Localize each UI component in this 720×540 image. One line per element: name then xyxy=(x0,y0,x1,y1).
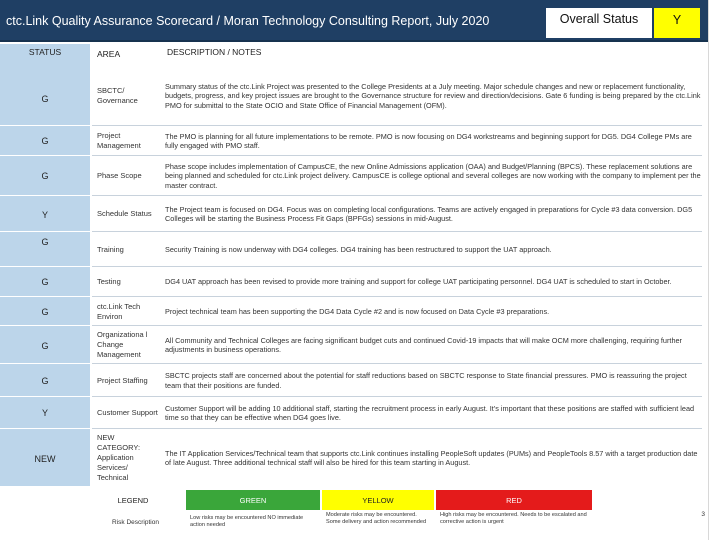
table-row xyxy=(0,126,708,156)
status-cell xyxy=(0,66,90,126)
legend-red: RED xyxy=(436,490,592,510)
legend-label: LEGEND xyxy=(117,495,149,505)
status-value: G xyxy=(41,94,49,104)
status-cell xyxy=(0,126,90,156)
status-value: Y xyxy=(41,210,48,220)
table-row xyxy=(0,196,708,232)
status-cell xyxy=(0,297,90,326)
table-row xyxy=(0,156,708,196)
description-column-header: DESCRIPTION / NOTES xyxy=(167,47,262,57)
area-cell: Training xyxy=(97,244,124,254)
area-cell: ctc.Link Tech Environ xyxy=(97,301,141,321)
legend-yellow: YELLOW xyxy=(322,490,434,510)
description-cell: DG4 UAT approach has been revised to provide more training and support for college UAT participating personnel. DG4 UAT is scheduled to start in October. xyxy=(165,277,672,287)
table-row xyxy=(0,429,708,487)
area-cell: Customer Support xyxy=(97,408,158,417)
description-cell: SBCTC projects staff are concerned about the potential for staff reductions based on SBCTC response to State financial pressures. PMO is reassuring the project team that their positions are funded. xyxy=(165,371,687,390)
table-row xyxy=(0,267,708,297)
area-cell: NEW CATEGORY: Application Services/ Technical xyxy=(97,433,141,482)
status-value: G xyxy=(41,277,49,287)
area-cell: Project Staffing xyxy=(97,375,148,385)
area-column-header: AREA xyxy=(97,49,121,59)
table-row xyxy=(0,297,708,326)
description-cell: The Project team is focused on DG4. Focus was on completing local configurations. Teams are actively engaged in preparations for Cycle #3 data conversion. DG5 Colleges will be starting the Business Process Fit Gaps (BPFGs) sessions in mid-August. xyxy=(165,204,693,223)
description-cell: The PMO is planning for all future implementations to be remote. PMO is now focusing on DG4 workstreams and beginning support for DG5. DG4 College PMs are fully engaged with PMO staff. xyxy=(165,131,692,150)
status-cell xyxy=(0,232,90,267)
status-cell xyxy=(0,196,90,232)
status-value: G xyxy=(41,136,49,146)
overall-status-label: Overall Status xyxy=(546,8,652,38)
description-cell: Project technical team has been supporting the DG4 Data Cycle #2 and is now focused on Data Cycle #3 preparations. xyxy=(165,306,550,316)
legend-green: GREEN xyxy=(186,490,320,510)
status-cell xyxy=(0,429,90,487)
status-cell xyxy=(0,326,90,364)
area-cell: Phase Scope xyxy=(97,171,142,180)
table-row xyxy=(0,326,708,364)
legend-risk-label: Risk Description xyxy=(112,519,159,526)
status-column-header: STATUS xyxy=(0,44,90,66)
report-header xyxy=(0,0,708,42)
table-row xyxy=(0,66,708,126)
status-cell xyxy=(0,156,90,196)
area-cell: Schedule Status xyxy=(97,209,152,218)
status-value: G xyxy=(41,237,49,247)
status-cell xyxy=(0,397,90,429)
legend-green-description: Low risks may be encountered NO immediate action needed xyxy=(190,515,304,528)
report-title: ctc.Link Quality Assurance Scorecard / Moran Technology Consulting Report, July 2020 xyxy=(6,14,490,28)
legend xyxy=(0,490,708,540)
area-cell: Organizationa l Change Management xyxy=(97,330,148,359)
area-cell: Project Management xyxy=(97,131,141,150)
description-cell: Security Training is now underway with DG4 colleges. DG4 training has been restructured to support the UAT approach. xyxy=(165,244,552,254)
status-cell xyxy=(0,267,90,297)
page-number: 3 xyxy=(701,511,705,518)
description-cell: Summary status of the ctc.Link Project was presented to the College Presidents at a July meeting. Major schedule changes and new or replacement functionality, budgets, progress, and key project issues are brought to the Governance structure for review and direction/decisions. Gate 6 funding is being prepared by the ctc.Link PMO for submittal to the State OCIO and State Office of Financial Management (OFM). xyxy=(165,82,701,110)
description-cell: All Community and Technical Colleges are facing significant budget cuts and continued Covid-19 impacts that will make OCM more challenging, requiring further adjustments in business operations. xyxy=(165,335,682,354)
table-row xyxy=(0,232,708,267)
description-cell: Customer Support will be adding 10 additional staff, starting the recruitment process in early August. It's important that these positions are staffed with sufficient lead time so that they can be effective when DG4 goes live. xyxy=(165,403,695,422)
legend-yellow-description: Moderate risks may be encountered. Some delivery and action recommended xyxy=(326,512,427,525)
status-value: G xyxy=(41,171,49,181)
overall-status-value: Y xyxy=(654,8,700,38)
table-row xyxy=(0,364,708,397)
status-value: NEW xyxy=(34,454,56,464)
status-value: Y xyxy=(41,408,48,418)
area-cell: SBCTC/ Governance xyxy=(97,86,138,105)
status-value: G xyxy=(41,307,49,317)
slide-edge xyxy=(708,0,709,540)
description-cell: Phase scope includes implementation of CampusCE, the new Online Admissions application (OAA) and Budget/Planning (BPCS). These replacement solutions are being planned and scheduled for ctc.Link project delivery. CampusCE is college optional and several colleges are now working with the company to implement per the master contract. xyxy=(165,162,701,190)
status-value: G xyxy=(41,376,49,386)
status-cell xyxy=(0,364,90,397)
status-value: G xyxy=(41,341,49,351)
area-cell: Testing xyxy=(97,277,121,286)
legend-red-description: High risks may be encountered. Needs to be escalated and corrective action is urgent xyxy=(440,512,587,525)
table-row xyxy=(0,397,708,429)
description-cell: The IT Application Services/Technical team that supports ctc.Link continues installing PeopleSoft updates (PUMs) and PeopleTools 8.57 with a target production date of late August. Three additional technical staff will also be hired for this team starting in August. xyxy=(165,448,698,467)
